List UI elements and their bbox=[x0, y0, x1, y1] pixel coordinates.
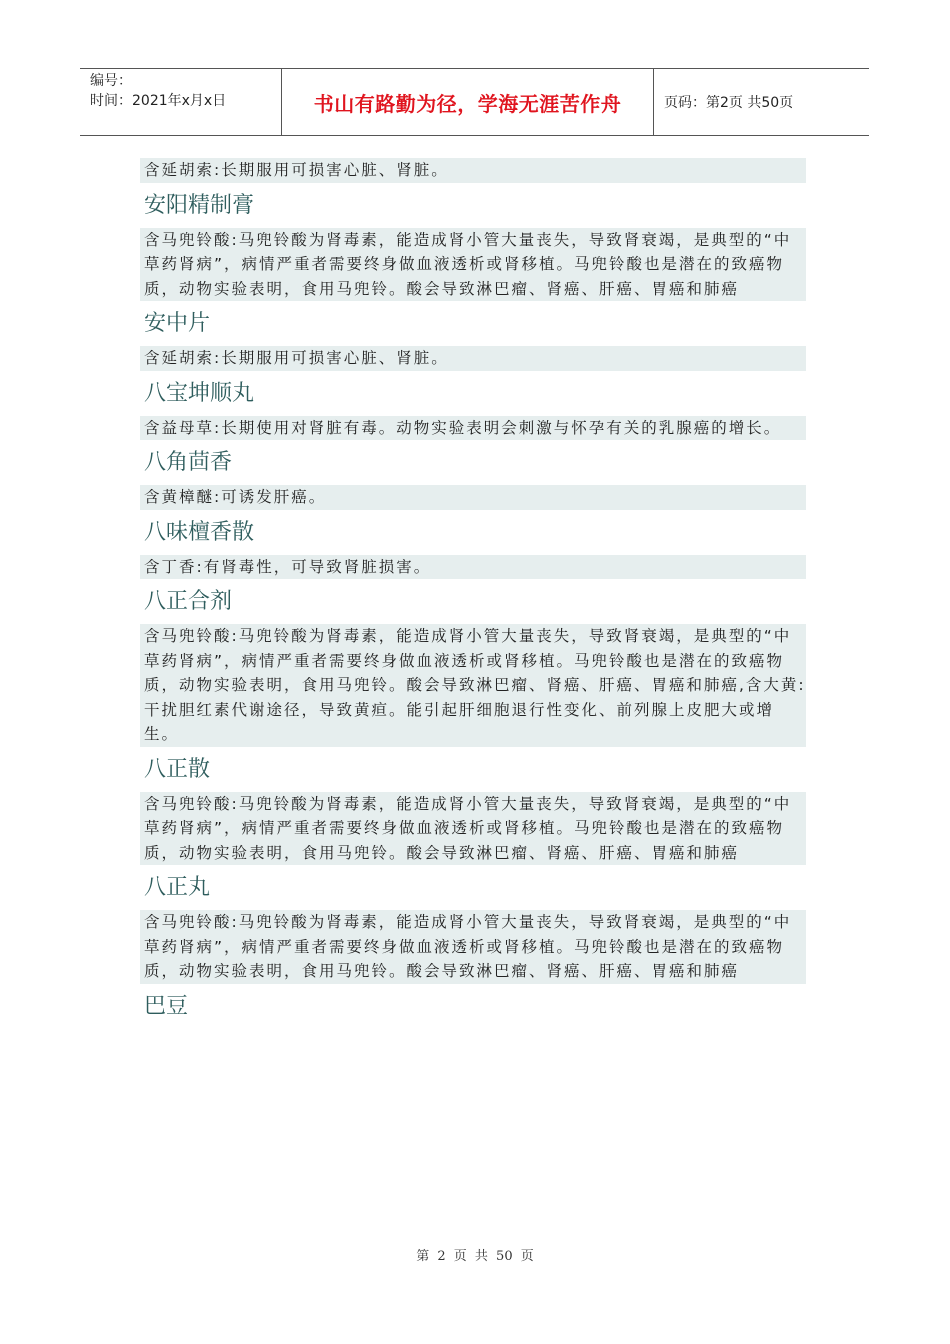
entry-description: 含马兜铃酸:马兜铃酸为肾毒素，能造成肾小管大量丧失，导致肾衰竭，是典型的“中草药肾病”，病情严重者需要终身做血液透析或肾移植。马兜铃酸也是潜在的致癌物质，动物实验表明，食用马兜铃。酸会导致淋巴瘤、肾癌、肝癌、胃癌和肺癌 bbox=[140, 910, 806, 984]
entry-title: 八味檀香散 bbox=[144, 519, 255, 545]
entry-description: 含益母草:长期使用对肾脏有毒。动物实验表明会刺激与怀孕有关的乳腺癌的增长。 bbox=[140, 416, 806, 441]
header-page-info: 页码：第2页 共50页 bbox=[664, 95, 794, 111]
entry-description: 含丁香:有肾毒性，可导致肾脏损害。 bbox=[140, 555, 806, 580]
entry-description: 含延胡索:长期服用可损害心脏、肾脏。 bbox=[140, 158, 806, 183]
number-label: 编号： bbox=[90, 73, 132, 89]
entry-description: 含马兜铃酸:马兜铃酸为肾毒素，能造成肾小管大量丧失，导致肾衰竭，是典型的“中草药肾病”，病情严重者需要终身做血液透析或肾移植。马兜铃酸也是潜在的致癌物质，动物实验表明，食用马兜铃。酸会导致淋巴瘤、肾癌、肝癌、胃癌和肺癌,含大黄:干扰胆红素代谢途径，导致黄疸。能引起肝细胞退行性变化、前列腺上皮肥大或增生。 bbox=[140, 624, 806, 747]
entry-title: 八宝坤顺丸 bbox=[144, 380, 255, 406]
header-meta bbox=[80, 69, 282, 135]
entry-description: 含马兜铃酸:马兜铃酸为肾毒素，能造成肾小管大量丧失，导致肾衰竭，是典型的“中草药肾病”，病情严重者需要终身做血液透析或肾移植。马兜铃酸也是潜在的致癌物质，动物实验表明，食用马兜铃。酸会导致淋巴瘤、肾癌、肝癌、胃癌和肺癌 bbox=[140, 228, 806, 302]
entry-description: 含延胡索:长期服用可损害心脏、肾脏。 bbox=[140, 346, 806, 371]
page-footer: 第 2 页 共 50 页 bbox=[416, 1249, 534, 1264]
date-label: 时间：2021年x月x日 bbox=[90, 93, 227, 109]
entry-description: 含黄樟醚:可诱发肝癌。 bbox=[140, 485, 806, 510]
document-body bbox=[140, 158, 806, 1029]
header-motto: 书山有路勤为径，学海无涯苦作舟 bbox=[282, 69, 654, 135]
entry-title: 八正丸 bbox=[144, 875, 211, 900]
entry-title: 八角茴香 bbox=[144, 450, 233, 475]
entry-title: 八正散 bbox=[144, 756, 211, 782]
entry-title: 巴豆 bbox=[144, 993, 189, 1019]
entry-title: 八正合剂 bbox=[144, 589, 233, 614]
entry-title: 安阳精制膏 bbox=[144, 192, 255, 218]
page-header bbox=[80, 68, 869, 136]
entry-title: 安中片 bbox=[144, 311, 211, 336]
entry-description: 含马兜铃酸:马兜铃酸为肾毒素，能造成肾小管大量丧失，导致肾衰竭，是典型的“中草药肾病”，病情严重者需要终身做血液透析或肾移植。马兜铃酸也是潜在的致癌物质，动物实验表明，食用马兜铃。酸会导致淋巴瘤、肾癌、肝癌、胃癌和肺癌 bbox=[140, 792, 806, 866]
